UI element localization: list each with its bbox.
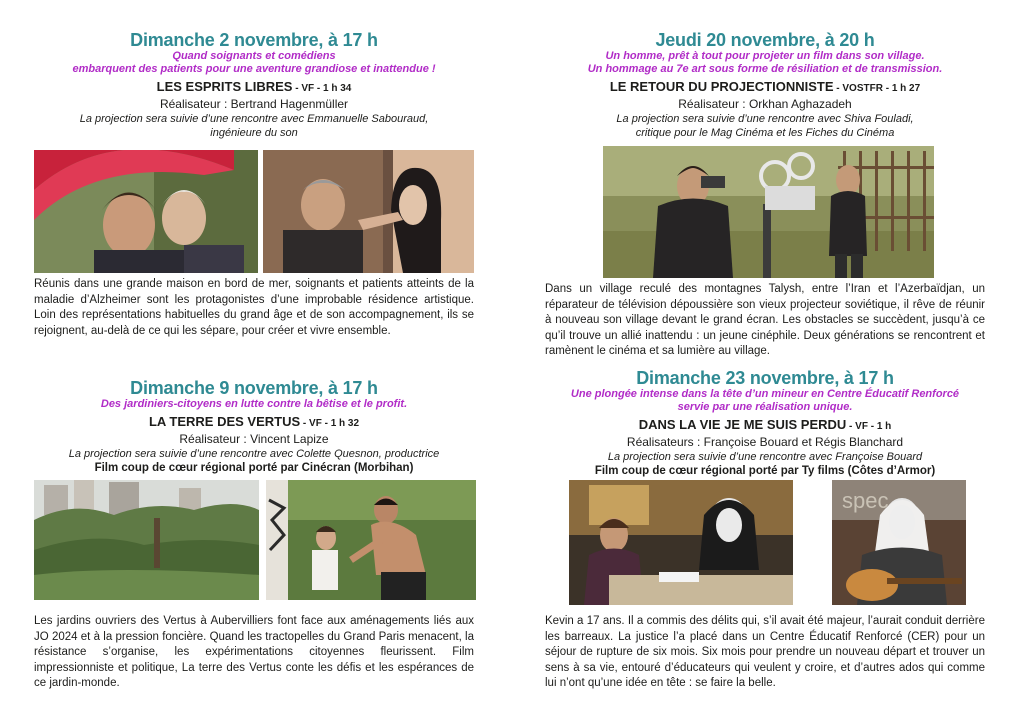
- tagline-line: servie par une réalisation unique.: [677, 401, 853, 413]
- film-director: Réalisateurs : Françoise Bouard et Régis Blanchard: [626, 435, 904, 449]
- screening-date: Dimanche 2 novembre, à 17 h: [130, 30, 378, 50]
- meeting-line: critique pour le Mag Cinéma et les Fiches du Cinéma: [635, 127, 895, 139]
- film-still-gardens: [34, 480, 259, 600]
- film-title-text: LA TERRE DES VERTUS: [148, 414, 301, 429]
- regional-label: Film coup de cœur régional porté par Cinécran (Morbihan): [94, 462, 414, 474]
- tagline-line: Une plongée intense dans la tête d’un mineur en Centre Éducatif Renforcé: [570, 388, 960, 400]
- film-card-esprits-libres: [34, 30, 474, 140]
- tagline-line: Un homme, prêt à tout pour projeter un film dans son village.: [605, 50, 925, 62]
- film-photos: [34, 480, 476, 600]
- film-meta: - VF - 1 h 32: [300, 418, 360, 429]
- screening-date: Dimanche 23 novembre, à 17 h: [636, 368, 894, 388]
- film-meta: - VF - 1 h 34: [292, 83, 352, 94]
- film-meta: - VOSTFR - 1 h 27: [833, 83, 921, 94]
- film-title: [34, 413, 474, 432]
- svg-text:spec: spec: [842, 488, 889, 513]
- film-card-terre-des-vertus: [34, 378, 474, 476]
- film-photos: [603, 146, 934, 278]
- meeting-line: ingénieure du son: [210, 127, 298, 139]
- screening-date: Dimanche 9 novembre, à 17 h: [130, 378, 378, 398]
- film-title-text: DANS LA VIE JE ME SUIS PERDU: [638, 417, 847, 432]
- film-director: Réalisateur : Bertrand Hagenmüller: [159, 97, 349, 111]
- film-card-retour-projectionniste: [545, 30, 985, 140]
- meeting-line: La projection sera suivie d’une rencontre avec Shiva Fouladi,: [616, 113, 914, 125]
- meeting-line: La projection sera suivie d’une rencontre avec Colette Quesnon, productrice: [68, 448, 440, 460]
- film-synopsis: Dans un village reculé des montagnes Talysh, entre l’Iran et l’Azerbaïdjan, un réparateur de télévision dépoussière son vieux projecteur soviétique, il rêve de réunir à nouveau son village devant le grand écran. Les obstacles se succèdent, jusqu’à ce qu’il trouve un allié inattendu : un jeune cinéphile. Deux générations se rencontrent et ramènent le cinéma et sa lumière au village.: [545, 283, 985, 357]
- film-still-couple: [263, 150, 474, 273]
- tagline-line: Des jardiniers-citoyens en lutte contre la bêtise et le profit.: [100, 398, 408, 410]
- tagline-line: Un hommage au 7e art sous forme de résiliation et de transmission.: [587, 63, 943, 75]
- film-synopsis: Les jardins ouvriers des Vertus à Aubervilliers font face aux aménagements liés aux JO 2024 et à la pression foncière. Quand les tractopelles du Grand Paris menacent, la résistance s’organise, les expérimentations citoyennes fleurissent. Film impressionniste et politique, La terre des Vertus conte les défis et les espérances de ce jardin-monde.: [34, 615, 474, 689]
- screening-date: Jeudi 20 novembre, à 20 h: [655, 30, 875, 50]
- film-still-guitar: [832, 480, 966, 605]
- film-synopsis: Réunis dans une grande maison en bord de mer, soignants et patients atteints de la maladie d’Alzheimer sont les protagonistes d’une improbable résidence artistique. Loin des représentations habituelles du grand âge et de son accompagnement, ils se rejoignent, au-delà de ce qui les sépare, pour créer et vivre ensemble.: [34, 278, 474, 337]
- tagline-line: embarquent des patients pour une aventure grandiose et inattendue !: [72, 63, 436, 75]
- film-still-projector: [603, 146, 934, 278]
- film-photos: [34, 150, 474, 273]
- film-director: Réalisateur : Vincent Lapize: [179, 432, 329, 446]
- film-title: [34, 78, 474, 97]
- film-still-gardeners: [266, 480, 476, 600]
- film-title: [545, 78, 985, 97]
- tagline-line: Quand soignants et comédiens: [172, 50, 336, 62]
- film-still-umbrella: [34, 150, 258, 273]
- meeting-line: La projection sera suivie d’une rencontre avec Emmanuelle Sabouraud,: [79, 113, 429, 125]
- film-title-text: LE RETOUR DU PROJECTIONNISTE: [609, 79, 834, 94]
- film-still-classroom: [569, 480, 793, 605]
- film-director: Réalisateur : Orkhan Aghazadeh: [678, 97, 852, 111]
- meeting-line: La projection sera suivie d’une rencontre avec Françoise Bouard: [607, 451, 923, 463]
- film-synopsis: Kevin a 17 ans. Il a commis des délits qui, s’il avait été majeur, l’aurait conduit derrière les barreaux. La justice l’a placé dans un Centre Éducatif Renforcé (CER) pour un séjour de rupture de six mois. Six mois pour prendre un nouveau départ et trouver un sens à sa vie, entouré d’éducateurs qui veulent y croire, et d’autres ados qui comme lui n’ont qu’une idée en tête : se faire la belle.: [545, 615, 985, 689]
- film-meta: - VF - 1 h: [846, 421, 892, 432]
- film-photos: [569, 480, 966, 605]
- film-card-dans-la-vie: [545, 368, 985, 479]
- film-title-text: LES ESPRITS LIBRES: [156, 79, 293, 94]
- regional-label: Film coup de cœur régional porté par Ty films (Côtes d’Armor): [594, 465, 936, 477]
- film-title: [545, 416, 985, 435]
